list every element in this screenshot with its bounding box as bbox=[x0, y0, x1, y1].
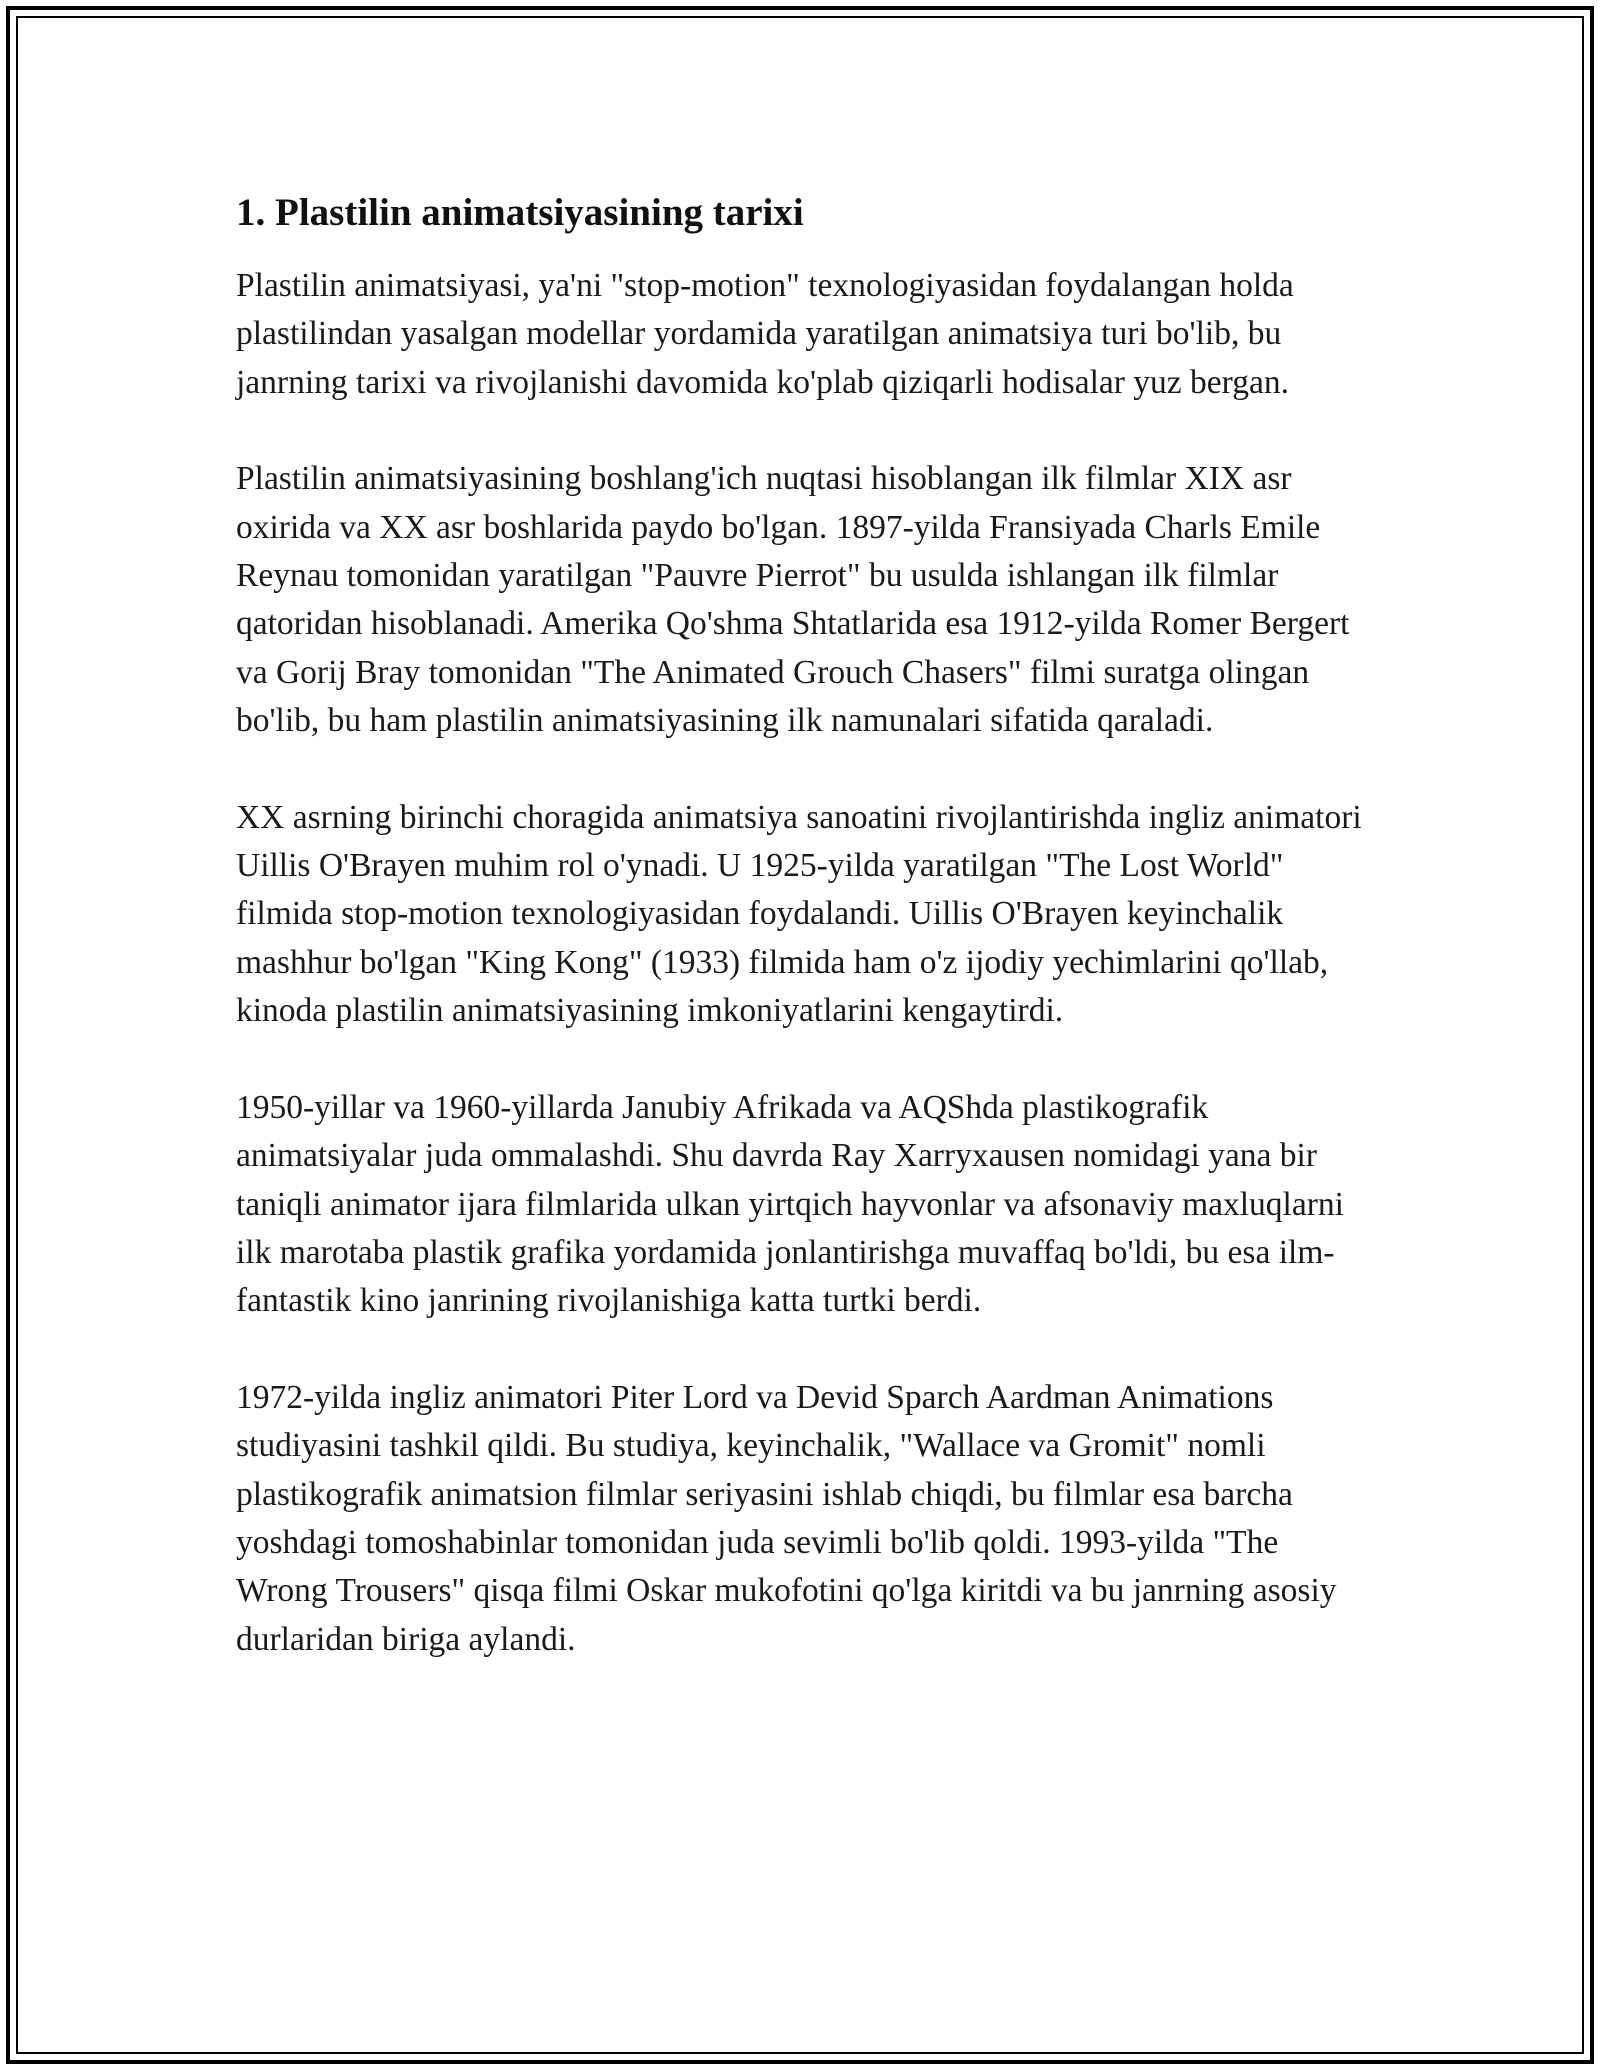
document-body bbox=[236, 186, 1376, 1712]
paragraph-obrayen: XX asrning birinchi choragida animatsiya sanoatini rivojlantirishda ingliz animatori Uillis O'Brayen muhim rol o'ynadi. U 1925-yilda yaratilgan "The Lost World" filmida stop-motion texnologiyasidan foydalandi. Uillis O'Brayen keyinchalik mashhur bo'lgan "King Kong" (1933) filmida ham o'z ijodiy yechimlarini qo'llab, kinoda plastilin animatsiyasining imkoniyatlarini kengaytirdi. bbox=[236, 798, 1362, 1030]
paragraph-early-films: Plastilin animatsiyasining boshlang'ich nuqtasi hisoblangan ilk filmlar XIX asr oxirida va XX asr boshlarida paydo bo'lgan. 1897-yilda Fransiyada Charls Emile Reynau tomonidan yaratilgan "Pauvre Pierrot" bu usulda ishlangan ilk filmlar qatoridan hisoblanadi. Amerika Qo'shma Shtatlarida esa 1912-yilda Romer Bergert va Gorij Bray tomonidan "The Animated Grouch Chasers" filmi suratga olingan bo'lib, bu ham plastilin animatsiyasining ilk namunalari sifatida qaraladi. bbox=[236, 460, 1350, 740]
paragraph-intro: Plastilin animatsiyasi, ya'ni "stop-motion" texnologiyasidan foydalangan holda plastilindan yasalgan modellar yordamida yaratilgan animatsiya turi bo'lib, bu janrning tarixi va rivojlanishi davomida ko'plab qiziqarli hodisalar yuz bergan. bbox=[236, 267, 1294, 401]
paragraph-1950s-1960s: 1950-yillar va 1960-yillarda Janubiy Afrikada va AQShda plastikografik animatsiyalar juda ommalashdi. Shu davrda Ray Xarryxausen nomidagi yana bir taniqli animator ijara filmlarida ulkan yirtqich hayvonlar va afsonaviy maxluqlarni ilk marotaba plastik grafika yordamida jonlantirishga muvaffaq bo'ldi, bu esa ilm-fantastik kino janrining rivojlanishiga katta turtki berdi. bbox=[236, 1088, 1344, 1320]
paragraph-aardman: 1972-yilda ingliz animatori Piter Lord va Devid Sparch Aardman Animations studiyasini tashkil qildi. Bu studiya, keyinchalik, "Wallace va Gromit" nomli plastikografik animatsion filmlar seriyasini ishlab chiqdi, bu filmlar esa barcha yoshdagi tomoshabinlar tomonidan juda sevimli bo'lib qoldi. 1993-yilda "The Wrong Trousers" qisqa filmi Oskar mukofotini qo'lga kiritdi va bu janrning asosiy durlaridan biriga aylandi. bbox=[236, 1378, 1337, 1658]
section-heading: 1. Plastilin animatsiyasining tarixi bbox=[236, 191, 804, 234]
